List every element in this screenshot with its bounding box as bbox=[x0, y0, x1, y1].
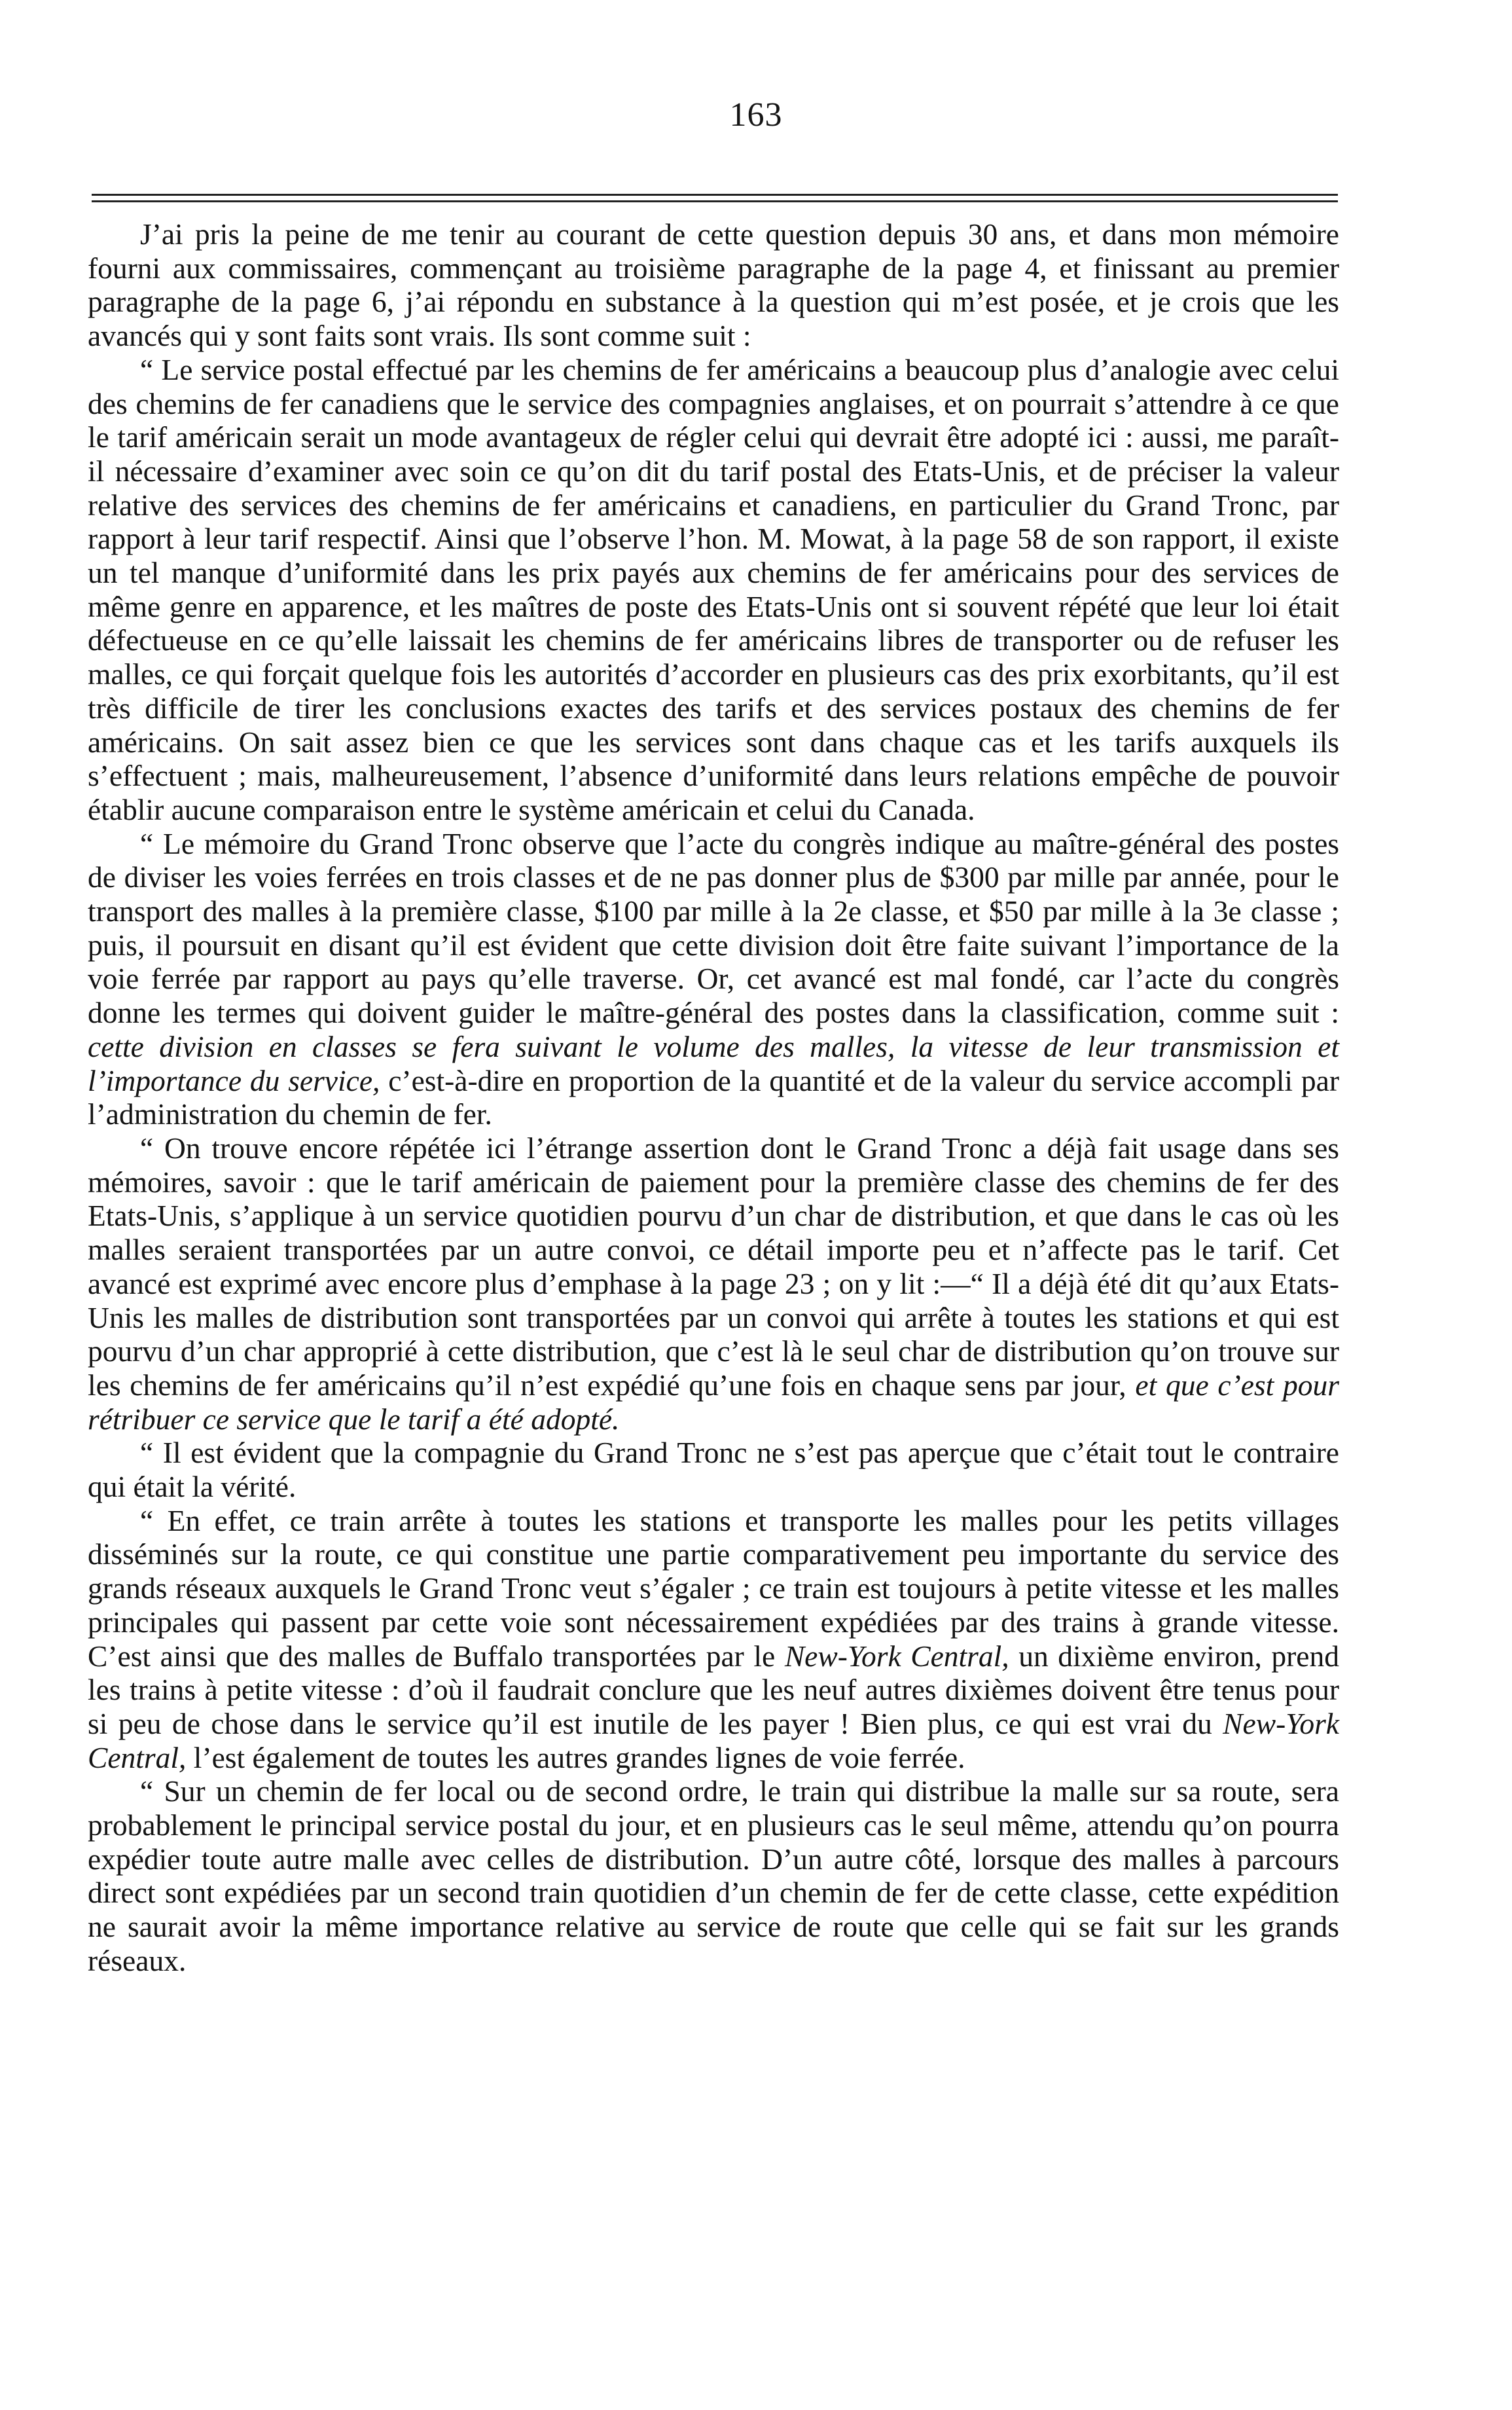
text-run: un dixième environ, prend les trains à petite vitesse : d’où il faudrait conclure que les neuf autres dixièmes doivent être tenus pour si peu de chose dans le service qu’il est inutile de les payer ! Bien plus, ce qui est vrai du bbox=[88, 1639, 1339, 1740]
text-run: “ Il est évident que la compagnie du Grand Tronc ne s’est pas aperçue que c’était tout le contraire qui était la vérité. bbox=[88, 1436, 1339, 1504]
italic-text: cette division en classes se fera suivant le volume des malles, la vitesse de leur transmission et l’importance du service, bbox=[88, 1029, 1339, 1097]
paragraph bbox=[88, 353, 1339, 827]
paragraph bbox=[88, 1131, 1339, 1436]
text-run: “ On trouve encore répétée ici l’étrange assertion dont le Grand Tronc a déjà fait usage dans ses mémoires, savoir : que le tarif américain de paiement pour la première classe des chemins de fer des Etats-Unis, s’applique à un service quotidien pourvu d’un char de distribution, et que dans le cas où les malles seraient transportées par un autre convoi, ce détail importe peu et n’affecte pas le tarif. Cet avancé est exprimé avec encore plus d’emphase à la page 23 ; on y lit :—“ Il a déjà été dit qu’aux Etats-Unis les malles de distribution sont transportées par un convoi qui arrête à toutes les stations et qui est pourvu d’un char approprié à cette distribution, que c’est là le seul char de distribution qu’on trouve sur les chemins de fer américains qu’il n’est expédié qu’une fois en chaque sens par jour, bbox=[88, 1131, 1339, 1402]
text-run: c’est-à-dire en proportion de la quantité et de la valeur du service accompli par l’administration du chemin de fer. bbox=[88, 1063, 1339, 1131]
page-number: 163 bbox=[729, 96, 783, 134]
text-run: “ Sur un chemin de fer local ou de second ordre, le train qui distribue la malle sur sa route, sera probablement le principal service postal du jour, et en plusieurs cas le seul même, attendu qu’on pourra expédier toute autre malle avec celles de distribution. D’un autre côté, lorsque des malles à parcours direct sont expédiées par un second train quotidien d’un chemin de fer de cette classe, cette expédition ne saurait avoir la même importance relative au service de route que celle qui se fait sur les grands réseaux. bbox=[88, 1774, 1339, 1977]
text-run: “ Le service postal effectué par les chemins de fer américains a beaucoup plus d’analogie avec celui des chemins de fer canadiens que le service des compagnies anglaises, et on pourrait s’attendre à ce que le tarif américain serait un mode avantageux de régler celui qui devrait être adopté ici : aussi, me paraît-il nécessaire d’examiner avec soin ce qu’on dit du tarif postal des Etats-Unis, et de préciser la valeur relative des services des chemins de fer américains et canadiens, en particulier du Grand Tronc, par rapport à leur tarif respectif. Ainsi que l’observe l’hon. M. Mowat, à la page 58 de son rapport, il existe un tel manque d’uniformité dans les prix payés aux chemins de fer américains pour des services de même genre en apparence, et les maîtres de poste des Etats-Unis ont si souvent répété que leur loi était défectueuse en ce qu’elle laissait les chemins de fer américains libres de transporter ou de refuser les malles, ce qui forçait quelque fois les autorités d’accorder en plusieurs cas des prix exorbitants, qu’il est très difficile de tirer les conclusions exactes des tarifs et des services postaux des chemins de fer américains. On sait assez bien ce que les services sont dans chaque cas et les tarifs auxquels ils s’effectuent ; mais, malheureusement, l’absence d’uniformité dans leurs relations empêche de pouvoir établir aucune comparaison entre le système américain et celui du Canada. bbox=[88, 352, 1339, 826]
text-run: “ Le mémoire du Grand Tronc observe que l’acte du congrès indique au maître-général des postes de diviser les voies ferrées en trois classes et de ne pas donner plus de $300 par mille par année, pour le transport des malles à la première classe, $100 par mille à la 2e classe, et $50 par mille à la 3e classe ; puis, il poursuit en disant qu’il est évident que cette division doit être faite suivant l’importance de la voie ferrée par rapport au pays qu’elle traverse. Or, cet avancé est mal fondé, car l’acte du congrès donne les termes qui doivent guider le maître-général des postes dans la classification, comme suit : bbox=[88, 826, 1339, 1030]
italic-text: New-York Central, bbox=[784, 1639, 1009, 1673]
italic-text: et que c’est pour rétribuer ce service que le tarif a été adopté. bbox=[88, 1368, 1339, 1436]
paragraph bbox=[88, 1436, 1339, 1503]
text-run: “ En effet, ce train arrête à toutes les stations et transporte les malles pour les petits villages disséminés sur la route, ce qui constitue une partie comparativement peu importante du service des grands réseaux auxquels le Grand Tronc veut s’égaler ; ce train est toujours à petite vitesse et les malles principales qui passent par cette voie sont nécessairement expédiées par des trains à grande vitesse. C’est ainsi que des malles de Buffalo transportées par le bbox=[88, 1503, 1339, 1673]
text-run: l’est également de toutes les autres grandes lignes de voie ferrée. bbox=[186, 1740, 965, 1774]
header-rule-top bbox=[92, 194, 1338, 196]
paragraph bbox=[88, 1504, 1339, 1775]
text-run: J’ai pris la peine de me tenir au courant de cette question depuis 30 ans, et dans mon mémoire fourni aux commissaires, commençant au troisième paragraphe de la page 4, et finissant au premier paragraphe de la page 6, j’ai répondu en substance à la question qui m’est posée, et je crois que les avancés qui y sont faits sont vrais. Ils sont comme suit : bbox=[88, 217, 1339, 353]
paragraph bbox=[88, 1774, 1339, 1977]
paragraph bbox=[88, 217, 1339, 353]
paragraph bbox=[88, 827, 1339, 1131]
header-rule-bottom bbox=[92, 200, 1338, 202]
italic-text: New-York Central, bbox=[88, 1706, 1339, 1774]
body-text bbox=[88, 217, 1339, 1978]
